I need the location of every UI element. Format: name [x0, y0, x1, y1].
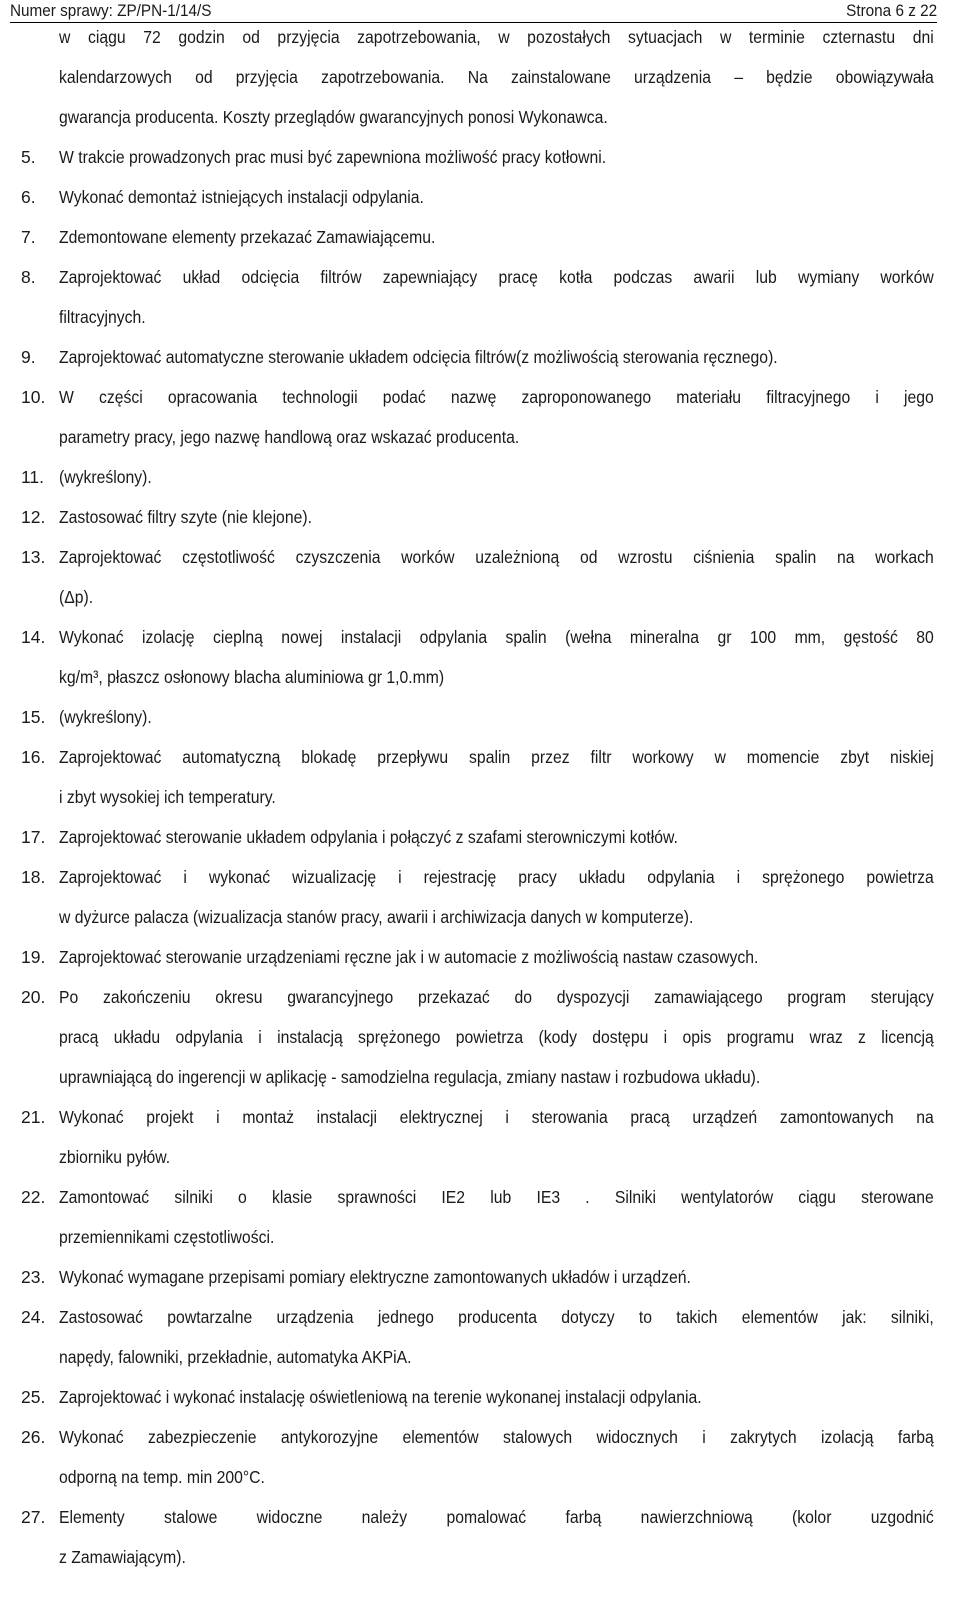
list-item-line — [0, 217, 960, 257]
list-item-line — [0, 937, 960, 977]
list-item-line — [0, 577, 960, 617]
list-item-text: i zbyt wysokiej ich temperatury. — [59, 787, 276, 807]
list-item-number: 12. — [21, 507, 46, 527]
case-number: Numer sprawy: ZP/PN-1/14/S — [10, 1, 212, 20]
list-item-number: 10. — [21, 387, 46, 407]
continuation-line — [0, 97, 960, 137]
list-item-line — [0, 417, 960, 457]
list-item-text: w dyżurce palacza (wizualizacja stanów pracy, awarii i archiwizacja danych w komputerze). — [59, 907, 694, 927]
list-item-text: Zaprojektować sterowanie układem odpylania i połączyć z szafami sterowniczymi kotłów. — [59, 827, 678, 847]
list-item-number: 23. — [21, 1267, 46, 1287]
continuation-line — [0, 57, 960, 97]
list-item-line — [0, 337, 960, 377]
list-item-line — [0, 177, 960, 217]
list-item-number: 16. — [21, 747, 46, 767]
list-item-line — [0, 1137, 960, 1177]
list-item-text: parametry pracy, jego nazwę handlową oraz wskazać producenta. — [59, 427, 520, 447]
list-item-text: kg/m³, płaszcz osłonowy blacha aluminiowa gr 1,0.mm) — [59, 667, 445, 687]
list-item-line — [0, 1417, 960, 1457]
list-item-line — [0, 377, 960, 417]
list-item-line — [0, 617, 960, 657]
list-item-text: Zdemontowane elementy przekazać Zamawiającemu. — [59, 227, 436, 247]
list-item-text: filtracyjnych. — [59, 307, 146, 327]
list-item-text: zbiorniku pyłów. — [59, 1147, 171, 1167]
list-item-text: W trakcie prowadzonych prac musi być zapewniona możliwość pracy kotłowni. — [59, 147, 607, 167]
list-item-line — [0, 1257, 960, 1297]
list-item-line — [0, 457, 960, 497]
list-item-number: 27. — [21, 1507, 46, 1527]
list-item-number: 11. — [21, 467, 45, 487]
list-item-number: 20. — [21, 987, 46, 1007]
list-item-text: Po zakończeniu okresu gwarancyjnego przekazać do dyspozycji zamawiającego program sterujący — [59, 987, 934, 1007]
list-item-text: Wykonać wymagane przepisami pomiary elektryczne zamontowanych układów i urządzeń. — [59, 1267, 691, 1287]
list-item-line — [0, 857, 960, 897]
list-item-line — [0, 1537, 960, 1577]
list-item-number: 24. — [21, 1307, 46, 1327]
list-item-text: Wykonać projekt i montaż instalacji elektrycznej i sterowania pracą urządzeń zamontowanych na — [59, 1107, 934, 1127]
list-item-line — [0, 1297, 960, 1337]
list-item-number: 21. — [21, 1107, 46, 1127]
list-item-number: 13. — [21, 547, 46, 567]
list-item-line — [0, 1097, 960, 1137]
list-item-text: Wykonać izolację cieplną nowej instalacji odpylania spalin (wełna mineralna gr 100 mm, gęstość 80 — [59, 627, 934, 647]
list-item-line — [0, 1377, 960, 1417]
list-item-text: Zaprojektować automatyczną blokadę przepływu spalin przez filtr workowy w momencie zbyt niskiej — [59, 747, 934, 767]
list-item-number: 19. — [21, 947, 46, 967]
page-number: Strona 6 z 22 — [845, 1, 937, 20]
list-item-text: pracą układu odpylania i instalacją sprężonego powietrza (kody dostępu i opis programu wraz z licencją — [59, 1027, 934, 1047]
list-item-number: 15. — [21, 707, 46, 727]
list-item-text: Wykonać zabezpieczenie antykorozyjne elementów stalowych widocznych i zakrytych izolacją farbą — [59, 1427, 934, 1447]
list-item-number: 17. — [21, 827, 46, 847]
list-item-text: uprawniającą do ingerencji w aplikację - samodzielna regulacja, zmiany nastaw i rozbudowa układu). — [59, 1067, 761, 1087]
list-item-text: Zastosować powtarzalne urządzenia jednego producenta dotyczy to takich elementów jak: silniki, — [59, 1307, 934, 1327]
list-item-number: 25. — [21, 1387, 46, 1407]
document-body — [0, 17, 960, 1577]
list-item-line — [0, 1057, 960, 1097]
list-item-line — [0, 657, 960, 697]
list-item-text: napędy, falowniki, przekładnie, automatyka AKPiA. — [59, 1347, 412, 1367]
list-item-line — [0, 497, 960, 537]
list-item-line — [0, 1177, 960, 1217]
list-item-text: (Δp). — [59, 587, 94, 607]
requirements-list — [0, 137, 960, 1577]
list-item-text: Zamontować silniki o klasie sprawności IE2 lub IE3 . Silniki wentylatorów ciągu sterowane — [59, 1187, 934, 1207]
list-item-line — [0, 1337, 960, 1377]
list-item-line — [0, 1497, 960, 1537]
list-item-number: 5. — [21, 147, 36, 167]
list-item-number: 6. — [21, 187, 36, 207]
list-item-text: odporną na temp. min 200°C. — [59, 1467, 265, 1487]
list-item-number: 7. — [21, 227, 36, 247]
list-item-text: Zastosować filtry szyte (nie klejone). — [59, 507, 312, 527]
list-item-line — [0, 897, 960, 937]
list-item-text: przemiennikami częstotliwości. — [59, 1227, 275, 1247]
list-item-line — [0, 1457, 960, 1497]
list-item-text: Zaprojektować częstotliwość czyszczenia worków uzależnioną od wzrostu ciśnienia spalin na workach — [59, 547, 934, 567]
continuation-text: w ciągu 72 godzin od przyjęcia zapotrzebowania, w pozostałych sytuacjach w terminie czternastu dni — [59, 27, 934, 47]
list-item-line — [0, 697, 960, 737]
list-item-line — [0, 137, 960, 177]
list-item-text: (wykreślony). — [59, 467, 152, 487]
list-item-number: 14. — [21, 627, 46, 647]
list-item-number: 8. — [21, 267, 36, 287]
list-item-text: Zaprojektować układ odcięcia filtrów zapewniający pracę kotła podczas awarii lub wymiany worków — [59, 267, 934, 287]
list-item-line — [0, 777, 960, 817]
list-item-line — [0, 977, 960, 1017]
continuation-text: gwarancja producenta. Koszty przeglądów gwarancyjnych ponosi Wykonawca. — [59, 107, 608, 127]
list-item-line — [0, 1017, 960, 1057]
list-item-text: Zaprojektować sterowanie urządzeniami ręczne jak i w automacie z możliwością nastaw czasowych. — [59, 947, 759, 967]
list-item-line — [0, 817, 960, 857]
continuation-line — [0, 17, 960, 57]
continuation-text: kalendarzowych od przyjęcia zapotrzebowania. Na zainstalowane urządzenia – będzie obowiązywała — [59, 67, 934, 87]
list-item-line — [0, 297, 960, 337]
list-item-text: Wykonać demontaż istniejących instalacji odpylania. — [59, 187, 424, 207]
list-item-text: Elementy stalowe widoczne należy pomalować farbą nawierzchniową (kolor uzgodnić — [59, 1507, 934, 1527]
list-item-number: 22. — [21, 1187, 46, 1207]
list-item-text: z Zamawiającym). — [59, 1547, 186, 1567]
list-item-line — [0, 737, 960, 777]
list-item-number: 26. — [21, 1427, 46, 1447]
list-item-number: 9. — [21, 347, 36, 367]
list-item-text: Zaprojektować i wykonać instalację oświetleniową na terenie wykonanej instalacji odpylania. — [59, 1387, 702, 1407]
list-item-text: Zaprojektować i wykonać wizualizację i rejestrację pracy układu odpylania i sprężonego powietrza — [59, 867, 934, 887]
list-item-text: Zaprojektować automatyczne sterowanie układem odcięcia filtrów(z możliwością sterowania ręcznego). — [59, 347, 778, 367]
list-item-text: W części opracowania technologii podać nazwę zaproponowanego materiału filtracyjnego i jego — [59, 387, 934, 407]
list-item-text: (wykreślony). — [59, 707, 152, 727]
list-item-line — [0, 257, 960, 297]
list-item-line — [0, 537, 960, 577]
list-item-line — [0, 1217, 960, 1257]
list-item-number: 18. — [21, 867, 46, 887]
